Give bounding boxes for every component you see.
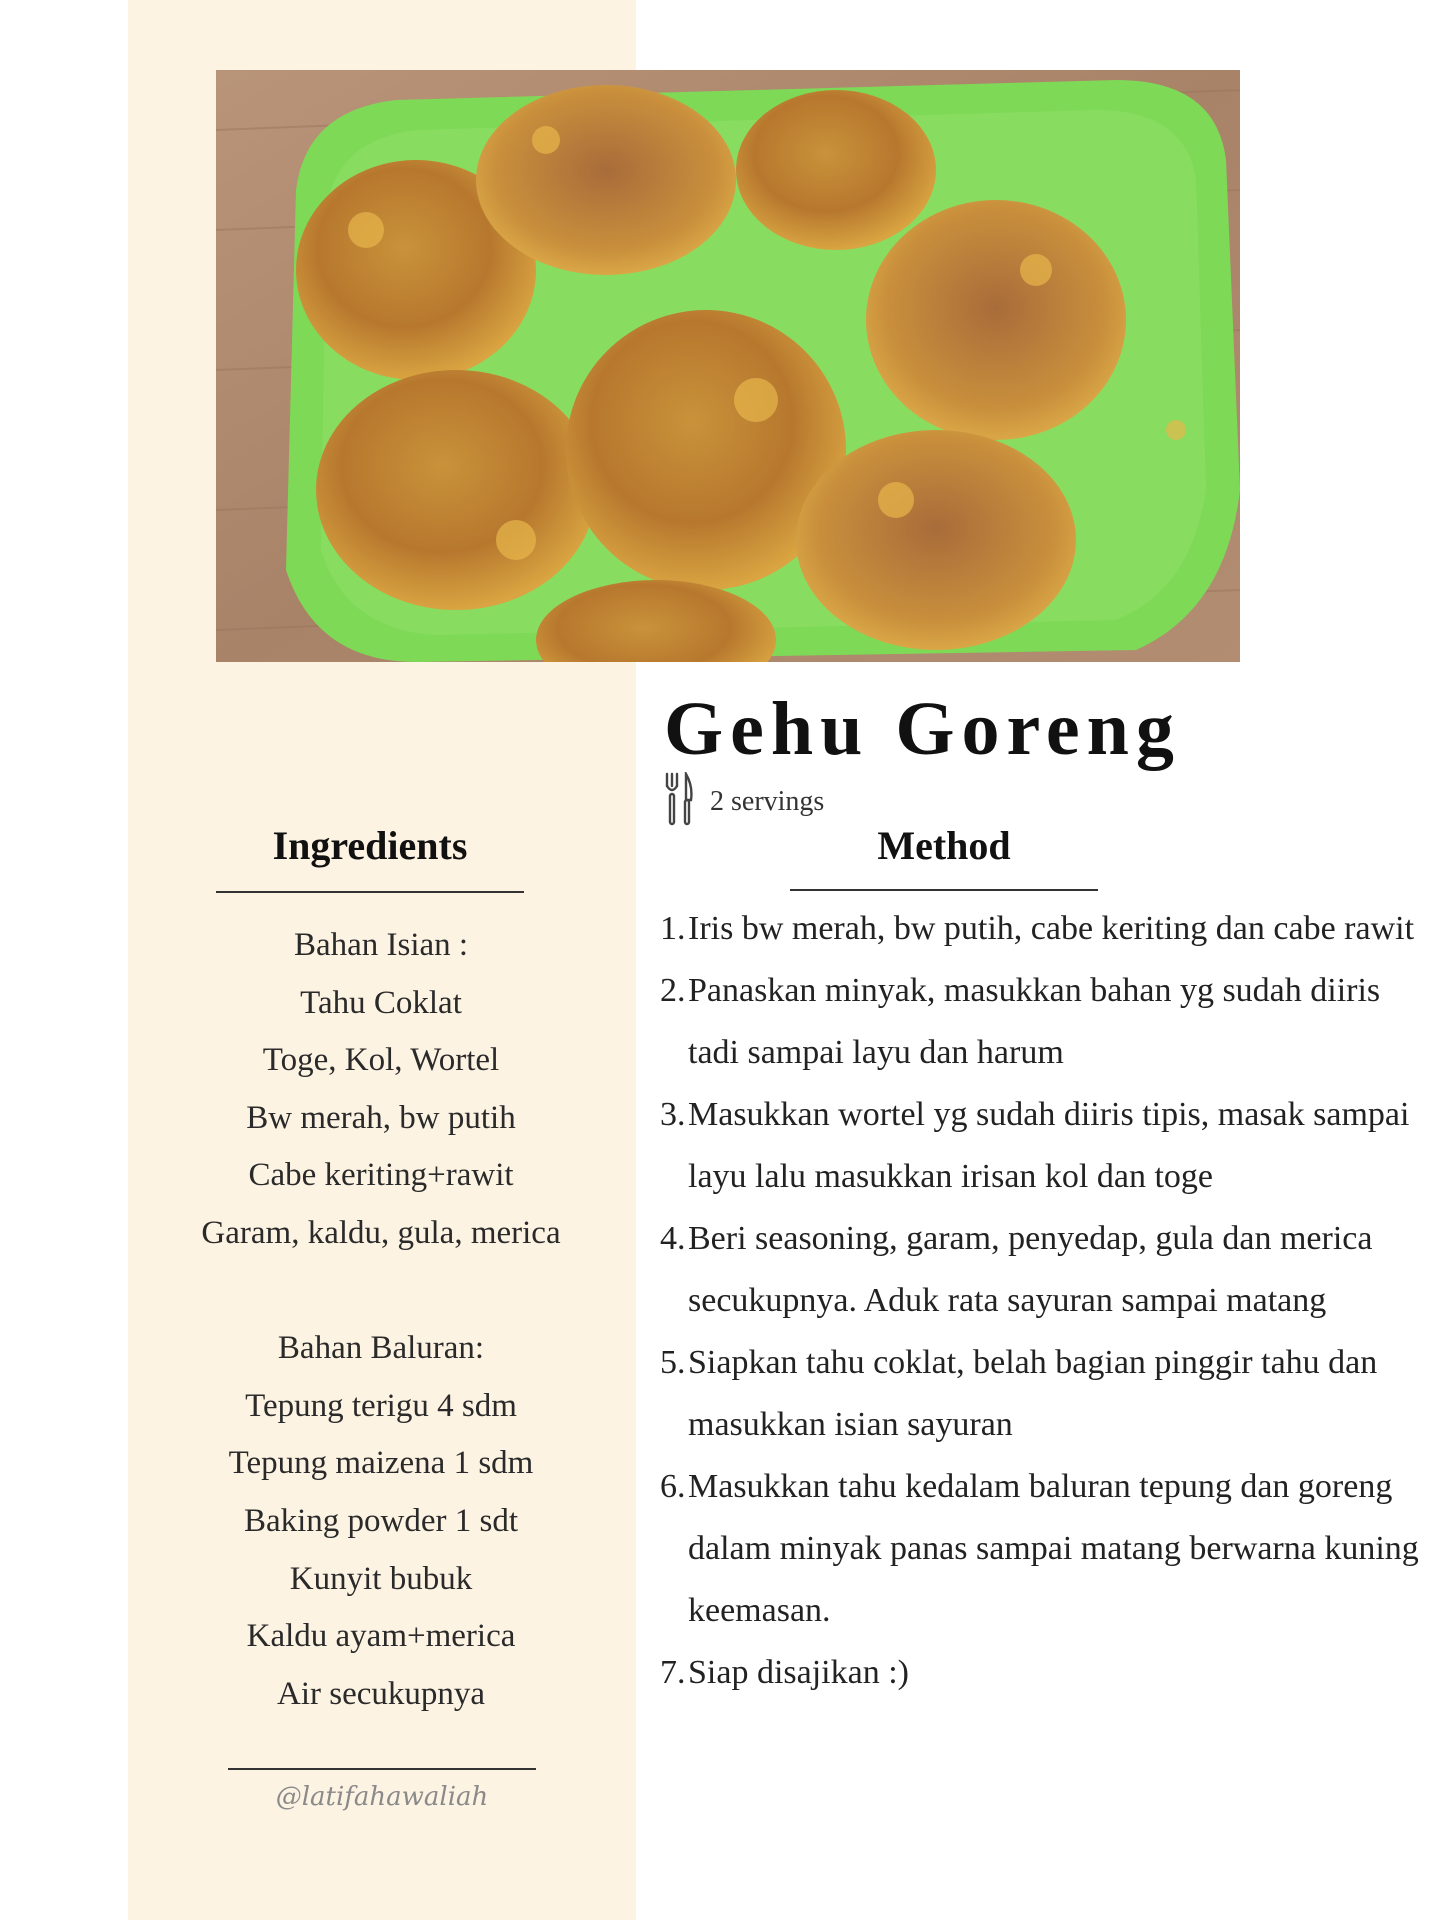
fork-knife-icon — [664, 772, 694, 826]
ingredient-line: Bahan Baluran: — [277, 1330, 485, 1367]
step-number: 6. — [660, 1468, 686, 1505]
method-divider — [790, 889, 1098, 891]
ingredient-line: Air secukupnya — [276, 1675, 486, 1712]
ingredient-line: Tahu Coklat — [300, 984, 462, 1021]
ingredients-divider — [216, 891, 524, 893]
ingredient-spacer — [166, 1263, 596, 1321]
step-text: Siapkan tahu coklat, belah bagian pinggir tahu dan masukkan isian sayuran — [688, 1344, 1378, 1443]
step-text: Beri seasoning, garam, penyedap, gula dan merica secukupnya. Aduk rata sayuran sampai matang — [688, 1220, 1373, 1319]
ingredient-line: Cabe keriting+rawit — [248, 1157, 514, 1194]
ingredient-line: Kaldu ayam+merica — [246, 1618, 516, 1655]
ingredient-line: Bahan Isian : — [293, 927, 469, 963]
author-handle: @latifahawaliah — [275, 1782, 489, 1812]
footer-divider — [228, 1768, 536, 1770]
food-photo — [216, 70, 1240, 662]
step-text: Masukkan tahu kedalam baluran tepung dan goreng dalam minyak panas sampai matang berwarna kuning keemasan. — [688, 1468, 1419, 1629]
ingredient-line: Kunyit bubuk — [289, 1560, 473, 1597]
method-steps — [660, 898, 1420, 1704]
method-step — [660, 1332, 1420, 1456]
servings-text: 2 servings — [710, 786, 825, 817]
method-step — [660, 1456, 1420, 1642]
method-step — [660, 960, 1420, 1084]
servings-row — [664, 772, 824, 826]
step-text: Panaskan minyak, masukkan bahan yg sudah diiris tadi sampai layu dan harum — [688, 972, 1381, 1071]
step-number: 4. — [660, 1220, 686, 1257]
method-step — [660, 898, 1420, 960]
step-text: Iris bw merah, bw putih, cabe keriting dan cabe rawit — [688, 910, 1415, 947]
fried-tofu-photo — [216, 70, 1240, 662]
method-step — [660, 1642, 1420, 1704]
method-step — [660, 1084, 1420, 1208]
step-number: 3. — [660, 1096, 686, 1133]
method-step — [660, 1208, 1420, 1332]
ingredient-line: Tepung maizena 1 sdm — [228, 1445, 534, 1482]
ingredients-heading: Ingredients — [272, 823, 468, 868]
step-number: 1. — [660, 910, 686, 947]
ingredient-line: Garam, kaldu, gula, merica — [201, 1214, 561, 1251]
ingredient-line: Bw merah, bw putih — [246, 1099, 516, 1136]
step-number: 7. — [660, 1654, 686, 1691]
step-text: Masukkan wortel yg sudah diiris tipis, masak sampai layu lalu masukkan irisan kol dan toge — [688, 1096, 1410, 1195]
step-text: Siap disajikan :) — [688, 1654, 909, 1691]
step-number: 5. — [660, 1344, 686, 1381]
recipe-title: Gehu Goreng — [664, 687, 1181, 771]
ingredients-list — [166, 917, 596, 1723]
ingredient-line: Toge, Kol, Wortel — [262, 1042, 500, 1079]
ingredient-line: Baking powder 1 sdt — [243, 1502, 519, 1539]
ingredient-line: Tepung terigu 4 sdm — [245, 1387, 517, 1424]
method-heading: Method — [877, 823, 1011, 868]
step-number: 2. — [660, 972, 686, 1009]
